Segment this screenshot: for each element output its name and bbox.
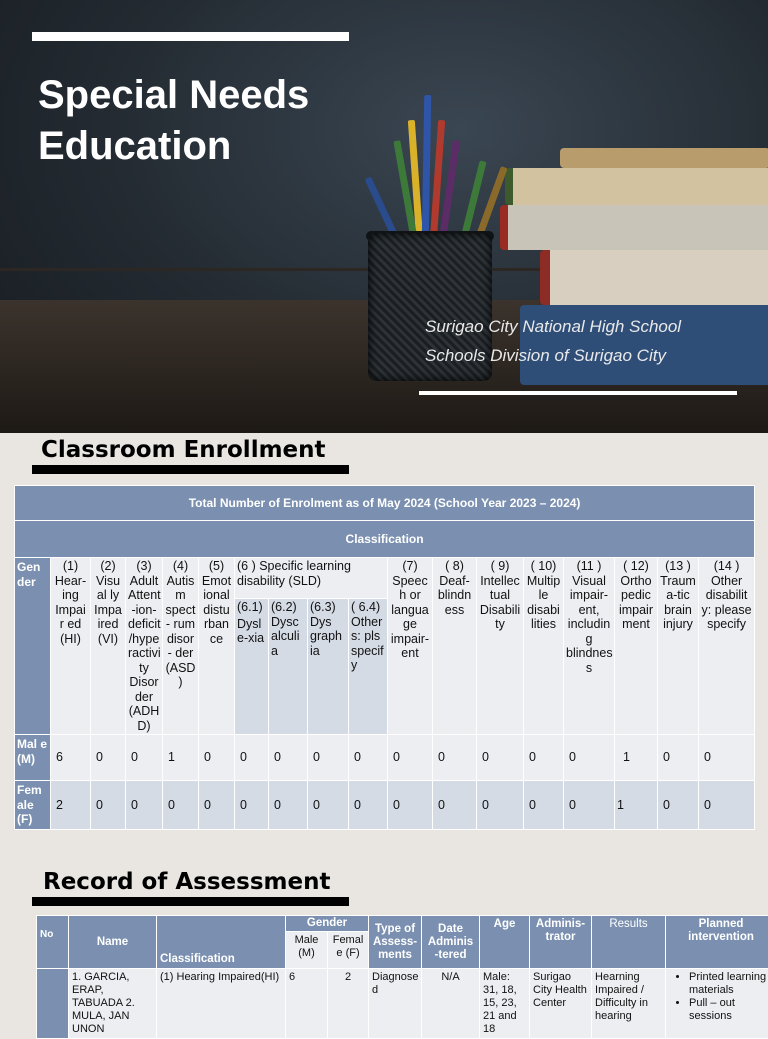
- sld-name: Dys graph ia: [310, 615, 346, 659]
- table-cell: 0: [126, 735, 163, 781]
- assessment-heading: Record of Assessment: [43, 869, 330, 895]
- pencil-image: [422, 95, 432, 240]
- book-image: [560, 148, 768, 168]
- table-row: [15, 735, 755, 781]
- table-row: [37, 969, 768, 1039]
- pencil-image: [365, 177, 399, 239]
- table-cell: 0: [91, 735, 126, 781]
- table-cell: 0: [308, 735, 349, 781]
- table-cell: 0: [524, 781, 564, 830]
- enrollment-table-title: Total Number of Enrolment as of May 2024 (School Year 2023 – 2024): [15, 486, 755, 521]
- table-cell: 0: [199, 781, 235, 830]
- date-administered: N/A: [422, 969, 480, 1039]
- male-subheader: Male (M): [286, 932, 328, 969]
- sld-subheader: [349, 599, 388, 735]
- table-cell: 0: [699, 735, 755, 781]
- table-cell: 0: [433, 735, 477, 781]
- table-cell: 0: [163, 781, 199, 830]
- sld-code: (6.1): [237, 600, 266, 615]
- sld-name: Other s: pls specif y: [351, 615, 385, 673]
- column-header: ( 10) Multip le disabi lities: [524, 558, 564, 735]
- table-row: [15, 781, 755, 830]
- column-header: (1) Hear-ing Impai r ed (HI): [51, 558, 91, 735]
- ages: Male: 31, 18, 15, 23, 21 and 18: [480, 969, 530, 1039]
- row-label-male: Mal e (M): [15, 735, 51, 781]
- title-rule: [32, 32, 349, 41]
- page-title-line2: Education: [38, 121, 309, 172]
- table-cell: 0: [91, 781, 126, 830]
- name-header: Name: [69, 916, 157, 969]
- results: Hearning Impaired / Difficulty in hearing: [592, 969, 666, 1039]
- gender-header: Gender: [286, 916, 369, 932]
- no-header: No: [37, 916, 69, 969]
- column-header: ( 12) Ortho pedic impair ment: [615, 558, 658, 735]
- assessment-table: [36, 915, 768, 1039]
- table-cell: 0: [564, 781, 615, 830]
- table-cell: 0: [308, 781, 349, 830]
- table-cell: 0: [235, 735, 269, 781]
- intervention-item: • Pull – out sessions: [689, 997, 768, 1023]
- administrator: Surigao City Health Center: [530, 969, 592, 1039]
- row-label-female: Fem ale (F): [15, 781, 51, 830]
- column-header: (7) Speec h or langua ge impair-ent: [388, 558, 433, 735]
- book-image: [500, 205, 768, 250]
- classification-header: Classification: [157, 916, 286, 969]
- table-cell: 0: [269, 735, 308, 781]
- sld-code: (6.3): [310, 600, 346, 615]
- column-header: (4) Autis m spect - rum disor - der (ASD ): [163, 558, 199, 735]
- column-header: (11 ) Visual impair-ent, includin g blindnes s: [564, 558, 615, 735]
- planned-interventions: [666, 969, 768, 1039]
- school-name: Surigao City National High School: [425, 317, 681, 337]
- sld-subheader: [269, 599, 308, 735]
- table-cell: 1: [615, 735, 658, 781]
- table-cell: 0: [658, 735, 699, 781]
- table-cell: 0: [433, 781, 477, 830]
- table-cell: 6: [51, 735, 91, 781]
- table-cell: 0: [349, 781, 388, 830]
- table-cell: 1: [163, 735, 199, 781]
- sld-subheader: [235, 599, 269, 735]
- type-header: Type of Assess-ments: [369, 916, 422, 969]
- row-number: [37, 969, 69, 1039]
- classification-header: Classification: [15, 521, 755, 558]
- sld-subheader: [308, 599, 349, 735]
- book-image: [505, 168, 768, 205]
- column-header: (3) Adult Attent -ion-deficit /hype ractivi ty Disor der (ADH D): [126, 558, 163, 735]
- page-title-line1: Special Needs: [38, 70, 309, 121]
- column-header: (5) Emot ional distu rban ce: [199, 558, 235, 735]
- enrollment-heading-bar: [32, 465, 349, 474]
- age-header: Age: [480, 916, 530, 969]
- student-names: 1. GARCIA, ERAP, TABUADA 2. MULA, JAN UNON: [69, 969, 157, 1039]
- column-header: ( 8) Deaf-blindn ess: [433, 558, 477, 735]
- enrollment-heading: Classroom Enrollment: [41, 437, 326, 463]
- column-header: (14 ) Other disabilit y: please specify: [699, 558, 755, 735]
- results-header: Results: [592, 916, 666, 969]
- sld-code: (6.2): [271, 600, 305, 615]
- column-header: (2) Visu al ly Impa ired (VI): [91, 558, 126, 735]
- date-header: Date Adminis -tered: [422, 916, 480, 969]
- female-count: 2: [328, 969, 369, 1039]
- table-cell: 0: [477, 735, 524, 781]
- table-cell: 0: [658, 781, 699, 830]
- table-cell: 1: [615, 781, 658, 830]
- table-cell: 0: [699, 781, 755, 830]
- division-name: Schools Division of Surigao City: [425, 346, 666, 366]
- subtitle-rule: [419, 391, 737, 395]
- assessment-heading-bar: [32, 897, 349, 906]
- table-cell: 0: [126, 781, 163, 830]
- assessment-type: Diagnose d: [369, 969, 422, 1039]
- sld-code: ( 6.4): [351, 600, 385, 615]
- intervention-item: • Printed learning materials: [689, 971, 768, 997]
- table-cell: 0: [269, 781, 308, 830]
- column-header: ( 9) Intellec tual Disabili ty: [477, 558, 524, 735]
- female-subheader: Femal e (F): [328, 932, 369, 969]
- hero-banner: [0, 0, 768, 433]
- table-cell: 0: [199, 735, 235, 781]
- table-cell: 0: [524, 735, 564, 781]
- administrator-header: Adminis-trator: [530, 916, 592, 969]
- sld-name: Dysc alculi a: [271, 615, 305, 659]
- planned-header: Planned intervention: [666, 916, 768, 969]
- page-title: [38, 70, 309, 172]
- table-cell: 0: [564, 735, 615, 781]
- sld-name: Dysl e-xia: [237, 617, 266, 646]
- column-header: (13 ) Traum a-tic brain injury: [658, 558, 699, 735]
- enrollment-table: [14, 485, 755, 830]
- table-cell: 0: [388, 735, 433, 781]
- male-count: 6: [286, 969, 328, 1039]
- table-cell: 0: [235, 781, 269, 830]
- table-cell: 0: [477, 781, 524, 830]
- book-image: [540, 250, 768, 305]
- table-cell: 0: [349, 735, 388, 781]
- table-cell: 2: [51, 781, 91, 830]
- row-classification: (1) Hearing Impaired(HI): [157, 969, 286, 1039]
- gender-header: Gen der: [15, 558, 51, 735]
- table-cell: 0: [388, 781, 433, 830]
- sld-group-header: (6 ) Specific learning disability (SLD): [235, 558, 388, 599]
